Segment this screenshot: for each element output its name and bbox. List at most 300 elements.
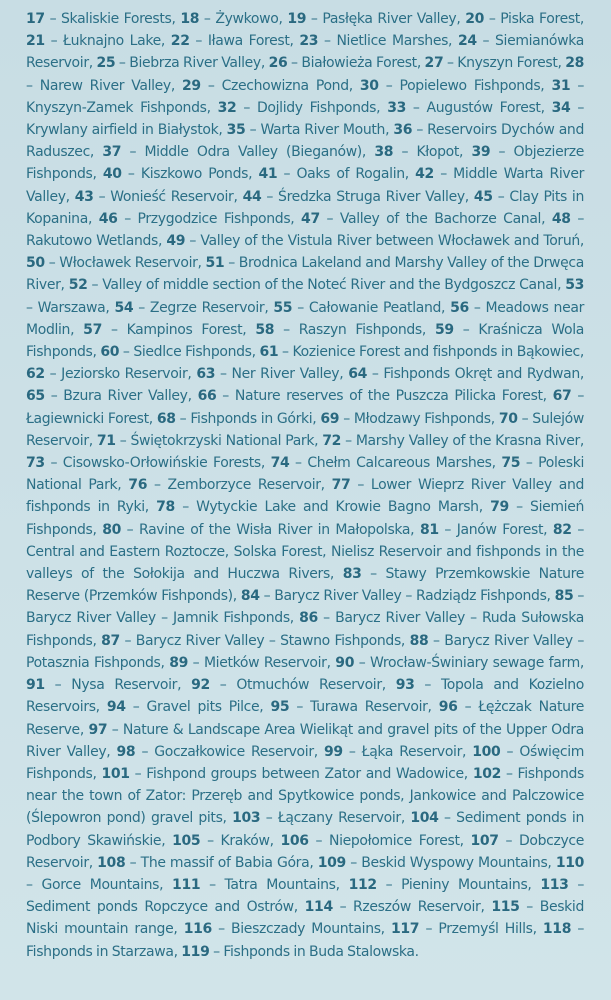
site-entry — [102, 522, 420, 538]
site-entry — [318, 855, 556, 871]
site-name: Valley of middle section of the Noteć River and the Bydgoszcz Canal — [102, 277, 558, 294]
site-entry — [182, 78, 360, 94]
site-name: Krywlany airfield in Białystok — [26, 122, 219, 139]
site-delimiter: , — [464, 188, 474, 205]
site-separator: – — [188, 654, 204, 671]
site-name: Przemyśl Hills — [438, 921, 533, 938]
site-delimiter: , — [92, 521, 103, 538]
site-number: 114 — [304, 899, 333, 916]
site-name: Fishponds in Buda Stalowska — [223, 943, 415, 960]
site-delimiter: , — [459, 144, 472, 161]
site-separator: – — [319, 210, 340, 227]
site-delimiter: , — [177, 677, 192, 694]
site-name: Warszawa — [37, 299, 106, 316]
site-delimiter: , — [259, 699, 271, 716]
site-name: Całowanie Peatland — [308, 299, 442, 316]
site-entry — [184, 921, 391, 937]
site-delimiter: , — [106, 743, 117, 760]
site-name: Fishpond groups between Zator and Wadowice — [146, 765, 464, 782]
site-delimiter: , — [404, 166, 416, 183]
site-delimiter: , — [88, 55, 97, 72]
site-separator: – — [224, 255, 239, 272]
site-name: Dojlidy Fishponds — [256, 99, 377, 116]
site-entry — [26, 677, 191, 693]
site-delimiter: , — [463, 765, 473, 782]
site-number: 106 — [280, 832, 309, 849]
site-name: Jeziorsko Reservoir — [61, 366, 188, 383]
site-separator: – — [354, 654, 371, 671]
site-number: 21 — [26, 33, 45, 50]
site-separator: – — [498, 832, 519, 849]
site-separator: – — [121, 144, 145, 161]
site-separator: – — [125, 699, 147, 716]
site-delimiter: , — [148, 410, 157, 427]
site-entry — [156, 499, 490, 515]
site-delimiter: , — [532, 921, 543, 938]
site-name: Oaks of Rogalin — [296, 166, 405, 183]
site-name: Popielewo Fishponds — [399, 77, 541, 94]
site-number: 75 — [501, 455, 521, 472]
site-entry — [320, 411, 498, 427]
site-number: 112 — [348, 876, 377, 893]
site-delimiter: , — [410, 521, 420, 538]
site-number: 22 — [170, 33, 190, 50]
site-delimiter: , — [187, 366, 197, 383]
site-number: 78 — [156, 499, 175, 516]
site-entry — [258, 166, 415, 182]
site-number: 47 — [301, 210, 320, 227]
site-separator: – — [287, 55, 302, 72]
site-name: Kozienice Forest and fishponds in Bąkowiec — [292, 344, 580, 361]
site-separator: – — [274, 321, 299, 338]
site-separator: – — [245, 122, 261, 139]
site-entry — [348, 366, 584, 382]
site-delimiter: , — [60, 277, 69, 294]
site-separator: – — [308, 832, 329, 849]
site-name: Chełm Calcareous Marshes — [307, 455, 492, 472]
site-entry — [305, 899, 492, 915]
site-delimiter: , — [88, 854, 98, 871]
site-entry — [273, 300, 450, 316]
site-delimiter: , — [579, 344, 585, 361]
site-separator: – — [125, 854, 141, 871]
site-delimiter: , — [173, 921, 184, 938]
site-entry — [26, 33, 171, 49]
site-number: 33 — [387, 99, 406, 116]
site-delimiter: , — [269, 832, 281, 849]
site-number: 34 — [551, 99, 571, 116]
site-separator: – — [121, 166, 141, 183]
site-name: Sulejów Reservoir — [26, 410, 584, 449]
site-number: 99 — [323, 743, 343, 760]
site-separator: – — [366, 366, 384, 383]
site-delimiter: , — [290, 210, 302, 227]
site-entry — [75, 189, 243, 205]
site-name: Łężczak Nature Reserve — [26, 699, 584, 738]
site-separator: – — [405, 99, 427, 116]
site-delimiter: , — [557, 277, 566, 294]
site-entry — [270, 699, 438, 715]
site-separator: – — [101, 321, 127, 338]
site-separator: – — [318, 33, 337, 50]
site-number: 64 — [348, 366, 367, 383]
site-number: 81 — [419, 521, 439, 538]
site-number: 45 — [473, 188, 493, 205]
site-delimiter: , — [160, 33, 171, 50]
site-number: 56 — [450, 299, 469, 316]
site-name: Ner River Valley — [231, 366, 340, 383]
site-number: 87 — [101, 632, 120, 649]
site-delimiter: , — [157, 233, 167, 250]
site-separator: – — [26, 77, 40, 94]
site-number: 19 — [287, 11, 307, 27]
site-name: Augustów Forest — [426, 99, 541, 116]
site-entry — [26, 11, 180, 27]
site-entry — [198, 388, 553, 404]
site-name: Raszyn Fishponds — [298, 321, 422, 338]
site-name: Pieniny Mountains — [401, 876, 528, 893]
site-delimiter: , — [264, 299, 274, 316]
site-number: 50 — [26, 255, 45, 272]
site-separator: – — [115, 55, 130, 72]
site-number: 51 — [205, 255, 225, 272]
site-number: 35 — [226, 122, 246, 139]
site-delimiter: , — [144, 499, 157, 516]
site-name: Barycz River Valley – Jamnik Fishponds — [26, 610, 290, 627]
site-separator: – — [501, 765, 518, 782]
site-separator: – — [26, 299, 38, 316]
site-entry — [171, 33, 300, 49]
site-separator: – — [492, 188, 510, 205]
site-delimiter: , — [87, 210, 99, 227]
site-delimiter: , — [88, 432, 97, 449]
site-name: Objezierze Fishponds — [26, 144, 585, 183]
site-name: Siemianówka Reservoir — [26, 33, 584, 72]
site-number: 44 — [242, 188, 262, 205]
site-number: 89 — [169, 654, 189, 671]
site-entry — [128, 477, 331, 493]
site-number: 26 — [268, 55, 288, 72]
site-number: 36 — [393, 122, 413, 139]
site-separator: – — [570, 77, 584, 94]
site-separator: – — [44, 255, 60, 272]
site-entry — [420, 522, 553, 538]
site-name: Fishponds in Starzawa — [26, 943, 174, 960]
site-name: Beskid Wyspowy Mountains — [361, 854, 548, 871]
site-name: Tatra Mountains — [224, 876, 336, 893]
site-delimiter: , — [105, 299, 115, 316]
site-number: 66 — [197, 388, 217, 405]
site-number: 57 — [83, 321, 102, 338]
site-number: 24 — [457, 33, 477, 50]
site-delimiter: , — [546, 588, 555, 605]
site-entry — [391, 921, 543, 937]
site-number: 69 — [320, 410, 340, 427]
site-name: Barycz River Valley – Radziądz Fishponds — [274, 588, 547, 605]
site-separator: – — [341, 432, 356, 449]
site-delimiter: , — [380, 921, 392, 938]
site-name: Rzeszów Reservoir — [353, 899, 481, 916]
site-number: 18 — [180, 11, 200, 27]
site-entry — [218, 100, 388, 116]
site-number: 80 — [102, 521, 122, 538]
site-delimiter: , — [335, 876, 349, 893]
site-separator: – — [289, 455, 308, 472]
site-entry — [26, 388, 198, 404]
site-entry — [196, 366, 348, 382]
site-delimiter: , — [260, 55, 269, 72]
site-number: 70 — [498, 410, 518, 427]
site-number: 62 — [26, 366, 45, 383]
site-name: Barycz River Valley – Stawno Fishponds — [135, 632, 401, 649]
site-entry — [191, 677, 396, 693]
site-delimiter: , — [339, 366, 349, 383]
site-name: Średzka Struga River Valley — [278, 188, 465, 205]
site-number: 20 — [465, 11, 485, 27]
site-entry — [180, 11, 287, 27]
site-number: 59 — [434, 321, 454, 338]
site-name: Barycz River Valley – Potasznia Fishponds — [26, 632, 584, 671]
site-name: Zegrze Reservoir — [149, 299, 265, 316]
site-entry — [99, 211, 301, 227]
site-separator: – — [189, 33, 208, 50]
site-number: 77 — [331, 477, 351, 494]
site-entry — [26, 455, 271, 471]
site-number: 88 — [409, 632, 429, 649]
site-delimiter: , — [579, 233, 584, 250]
site-number: 49 — [166, 233, 186, 250]
site-name: Barycz River Valley – Ruda Sułowska Fishponds — [26, 610, 584, 649]
site-separator: – — [236, 99, 257, 116]
site-entry — [269, 55, 425, 71]
site-name: Knyszyn Forest — [457, 55, 558, 72]
site-name: Łagiewnicki Forest — [26, 410, 149, 427]
site-entry — [281, 833, 471, 849]
site-entry — [96, 55, 268, 71]
site-delimiter: , — [251, 344, 260, 361]
site-separator: – — [414, 677, 441, 694]
site-separator: – — [376, 876, 402, 893]
site-delimiter: , — [557, 55, 566, 72]
site-number: 74 — [270, 455, 290, 472]
site-number: 25 — [96, 55, 116, 72]
site-delimiter: , — [459, 832, 471, 849]
site-delimiter: , — [248, 166, 259, 183]
site-separator: – — [339, 410, 354, 427]
site-entry — [243, 189, 474, 205]
site-entry — [227, 122, 394, 138]
site-delimiter: , — [173, 943, 182, 960]
site-separator: – — [438, 810, 457, 827]
site-entry — [271, 455, 502, 471]
site-name: Nysa Reservoir — [71, 677, 178, 694]
site-separator: – — [476, 33, 495, 50]
site-delimiter: , — [400, 810, 411, 827]
site-name: Kraśnicza Wola Fishponds — [26, 321, 585, 361]
site-entry — [259, 344, 584, 360]
site-delimiter: , — [348, 77, 360, 94]
site-delimiter: , — [448, 33, 458, 50]
site-name: Goczałkowice Reservoir — [154, 743, 314, 760]
site-separator: – — [87, 277, 103, 294]
site-number: 92 — [191, 677, 210, 694]
site-separator: – — [378, 77, 400, 94]
site-number: 31 — [551, 77, 571, 94]
site-number: 108 — [97, 854, 126, 871]
site-delimiter: , — [159, 876, 173, 893]
site-entry — [322, 433, 584, 449]
site-delimiter: , — [95, 699, 107, 716]
site-delimiter: , — [579, 366, 584, 383]
site-number: 52 — [68, 277, 88, 294]
site-number: 116 — [183, 921, 212, 938]
site-separator: – — [306, 11, 323, 27]
site-separator: – — [570, 210, 584, 227]
site-number: 61 — [259, 344, 279, 361]
site-entry — [255, 322, 435, 338]
site-separator: – — [519, 899, 540, 916]
site-entry — [97, 855, 318, 871]
site-entry — [172, 833, 280, 849]
site-delimiter: , — [491, 455, 502, 472]
site-separator: – — [457, 699, 479, 716]
site-delimiter: , — [92, 765, 102, 782]
site-entry — [157, 411, 321, 427]
site-delimiter: , — [79, 721, 89, 738]
site-delimiter: , — [400, 632, 410, 649]
site-name: Niepołomice Forest — [328, 832, 460, 849]
site-name: Turawa Reservoir — [310, 699, 428, 716]
site-number: 102 — [472, 765, 501, 782]
site-name: Sediment ponds Ropczyce and Ostrów — [26, 899, 294, 916]
site-number: 17 — [26, 11, 45, 27]
site-name: Meadows near Modlin — [26, 299, 584, 338]
site-delimiter: , — [381, 677, 396, 694]
site-entry — [349, 877, 541, 893]
site-name: Mietków Reservoir — [203, 654, 327, 671]
site-separator: – — [289, 699, 311, 716]
site-delimiter: , — [540, 99, 552, 116]
site-separator: – — [573, 588, 585, 605]
site-separator: – — [44, 388, 64, 405]
site-separator: – — [215, 366, 232, 383]
site-separator: – — [199, 11, 216, 27]
site-entry — [101, 633, 409, 649]
site-name: Gravel pits Pilce — [146, 699, 260, 716]
site-delimiter: , — [320, 477, 332, 494]
site-delimiter: , — [421, 321, 435, 338]
site-name: Łąka Reservoir — [361, 743, 463, 760]
site-delimiter: , — [540, 77, 552, 94]
site-separator: – — [433, 166, 454, 183]
site-separator: – — [568, 876, 584, 893]
site-number: 111 — [172, 876, 201, 893]
site-entry — [26, 255, 206, 271]
site-delimiter: , — [92, 344, 101, 361]
site-entry — [83, 322, 255, 338]
site-name: Wonieść Reservoir — [110, 188, 234, 205]
site-separator: – — [216, 388, 235, 405]
site-name: Fishponds Okręt and Rydwan — [383, 366, 580, 383]
site-number: 68 — [156, 410, 176, 427]
site-separator: – — [570, 99, 585, 116]
site-delimiter: , — [579, 654, 584, 671]
site-name: Młodzawy Fishponds — [353, 410, 491, 427]
site-entry — [69, 277, 566, 293]
site-name: Marshy Valley of the Krasna River — [355, 432, 580, 449]
site-number: 100 — [472, 743, 501, 760]
site-number: 76 — [128, 477, 148, 494]
site-delimiter: , — [206, 99, 218, 116]
site-name: Fishponds near the town of Zator: Przeręb and Spytkowice ponds, Jankowice and Palczowice (Ślepowron pond) gravel pits — [26, 765, 584, 827]
site-delimiter: , — [218, 122, 227, 139]
site-number: 95 — [270, 699, 290, 716]
site-separator: – — [119, 344, 134, 361]
site-name: Wrocław-Świniary sewage farm — [370, 654, 580, 671]
site-number: 105 — [172, 832, 201, 849]
site-name: Bieszczady Mountains — [231, 921, 381, 938]
site-number: 71 — [96, 432, 116, 449]
site-entry — [102, 144, 374, 160]
site-number: 84 — [240, 588, 260, 605]
site-name: Narew River Valley — [39, 77, 171, 94]
site-separator: – — [317, 610, 336, 627]
site-delimiter: , — [293, 899, 305, 916]
site-name: Ravine of the Wisła River in Małopolska — [139, 521, 411, 538]
site-number: 54 — [114, 299, 134, 316]
site-separator: – — [571, 921, 584, 938]
site-separator: – — [520, 455, 539, 472]
site-number: 94 — [106, 699, 126, 716]
site-separator: – — [175, 410, 191, 427]
site-delimiter: , — [385, 122, 394, 139]
site-entry — [360, 78, 552, 94]
site-name: Białowieża Forest — [301, 55, 417, 72]
site-separator: – — [500, 743, 520, 760]
site-name: Valley of the Vistula River between Włocławek and Toruń — [200, 233, 580, 250]
site-entry — [465, 11, 584, 27]
site-name: Piska Forest — [500, 11, 580, 27]
site-entry — [26, 366, 196, 382]
site-name: Poleski National Park — [26, 455, 585, 494]
site-delimiter: , — [160, 654, 170, 671]
site-name: Dobczyce Reservoir — [26, 832, 585, 871]
site-name: Kampinos Forest — [126, 321, 243, 338]
site-number: 72 — [322, 432, 342, 449]
site-entry — [100, 344, 259, 360]
site-delimiter: , — [543, 521, 553, 538]
site-separator: – — [490, 144, 514, 161]
site-number: 86 — [299, 610, 318, 627]
site-number: 46 — [98, 210, 118, 227]
site-name: Czechowizna Pond — [221, 77, 349, 94]
site-number: 65 — [26, 388, 45, 405]
site-separator: – — [484, 11, 501, 27]
site-number: 27 — [424, 55, 444, 72]
site-number: 110 — [555, 854, 585, 871]
site-delimiter: , — [278, 11, 288, 27]
site-separator: – — [26, 876, 42, 893]
site-name: Łączany Reservoir — [277, 810, 401, 827]
site-number: 83 — [342, 566, 362, 583]
site-delimiter: , — [427, 699, 439, 716]
site-separator: – — [44, 11, 62, 27]
site-number: 119 — [181, 943, 210, 960]
site-delimiter: , — [187, 388, 198, 405]
site-number: 30 — [359, 77, 379, 94]
site-separator: – — [443, 55, 458, 72]
site-name: Gorce Mountains — [41, 876, 160, 893]
